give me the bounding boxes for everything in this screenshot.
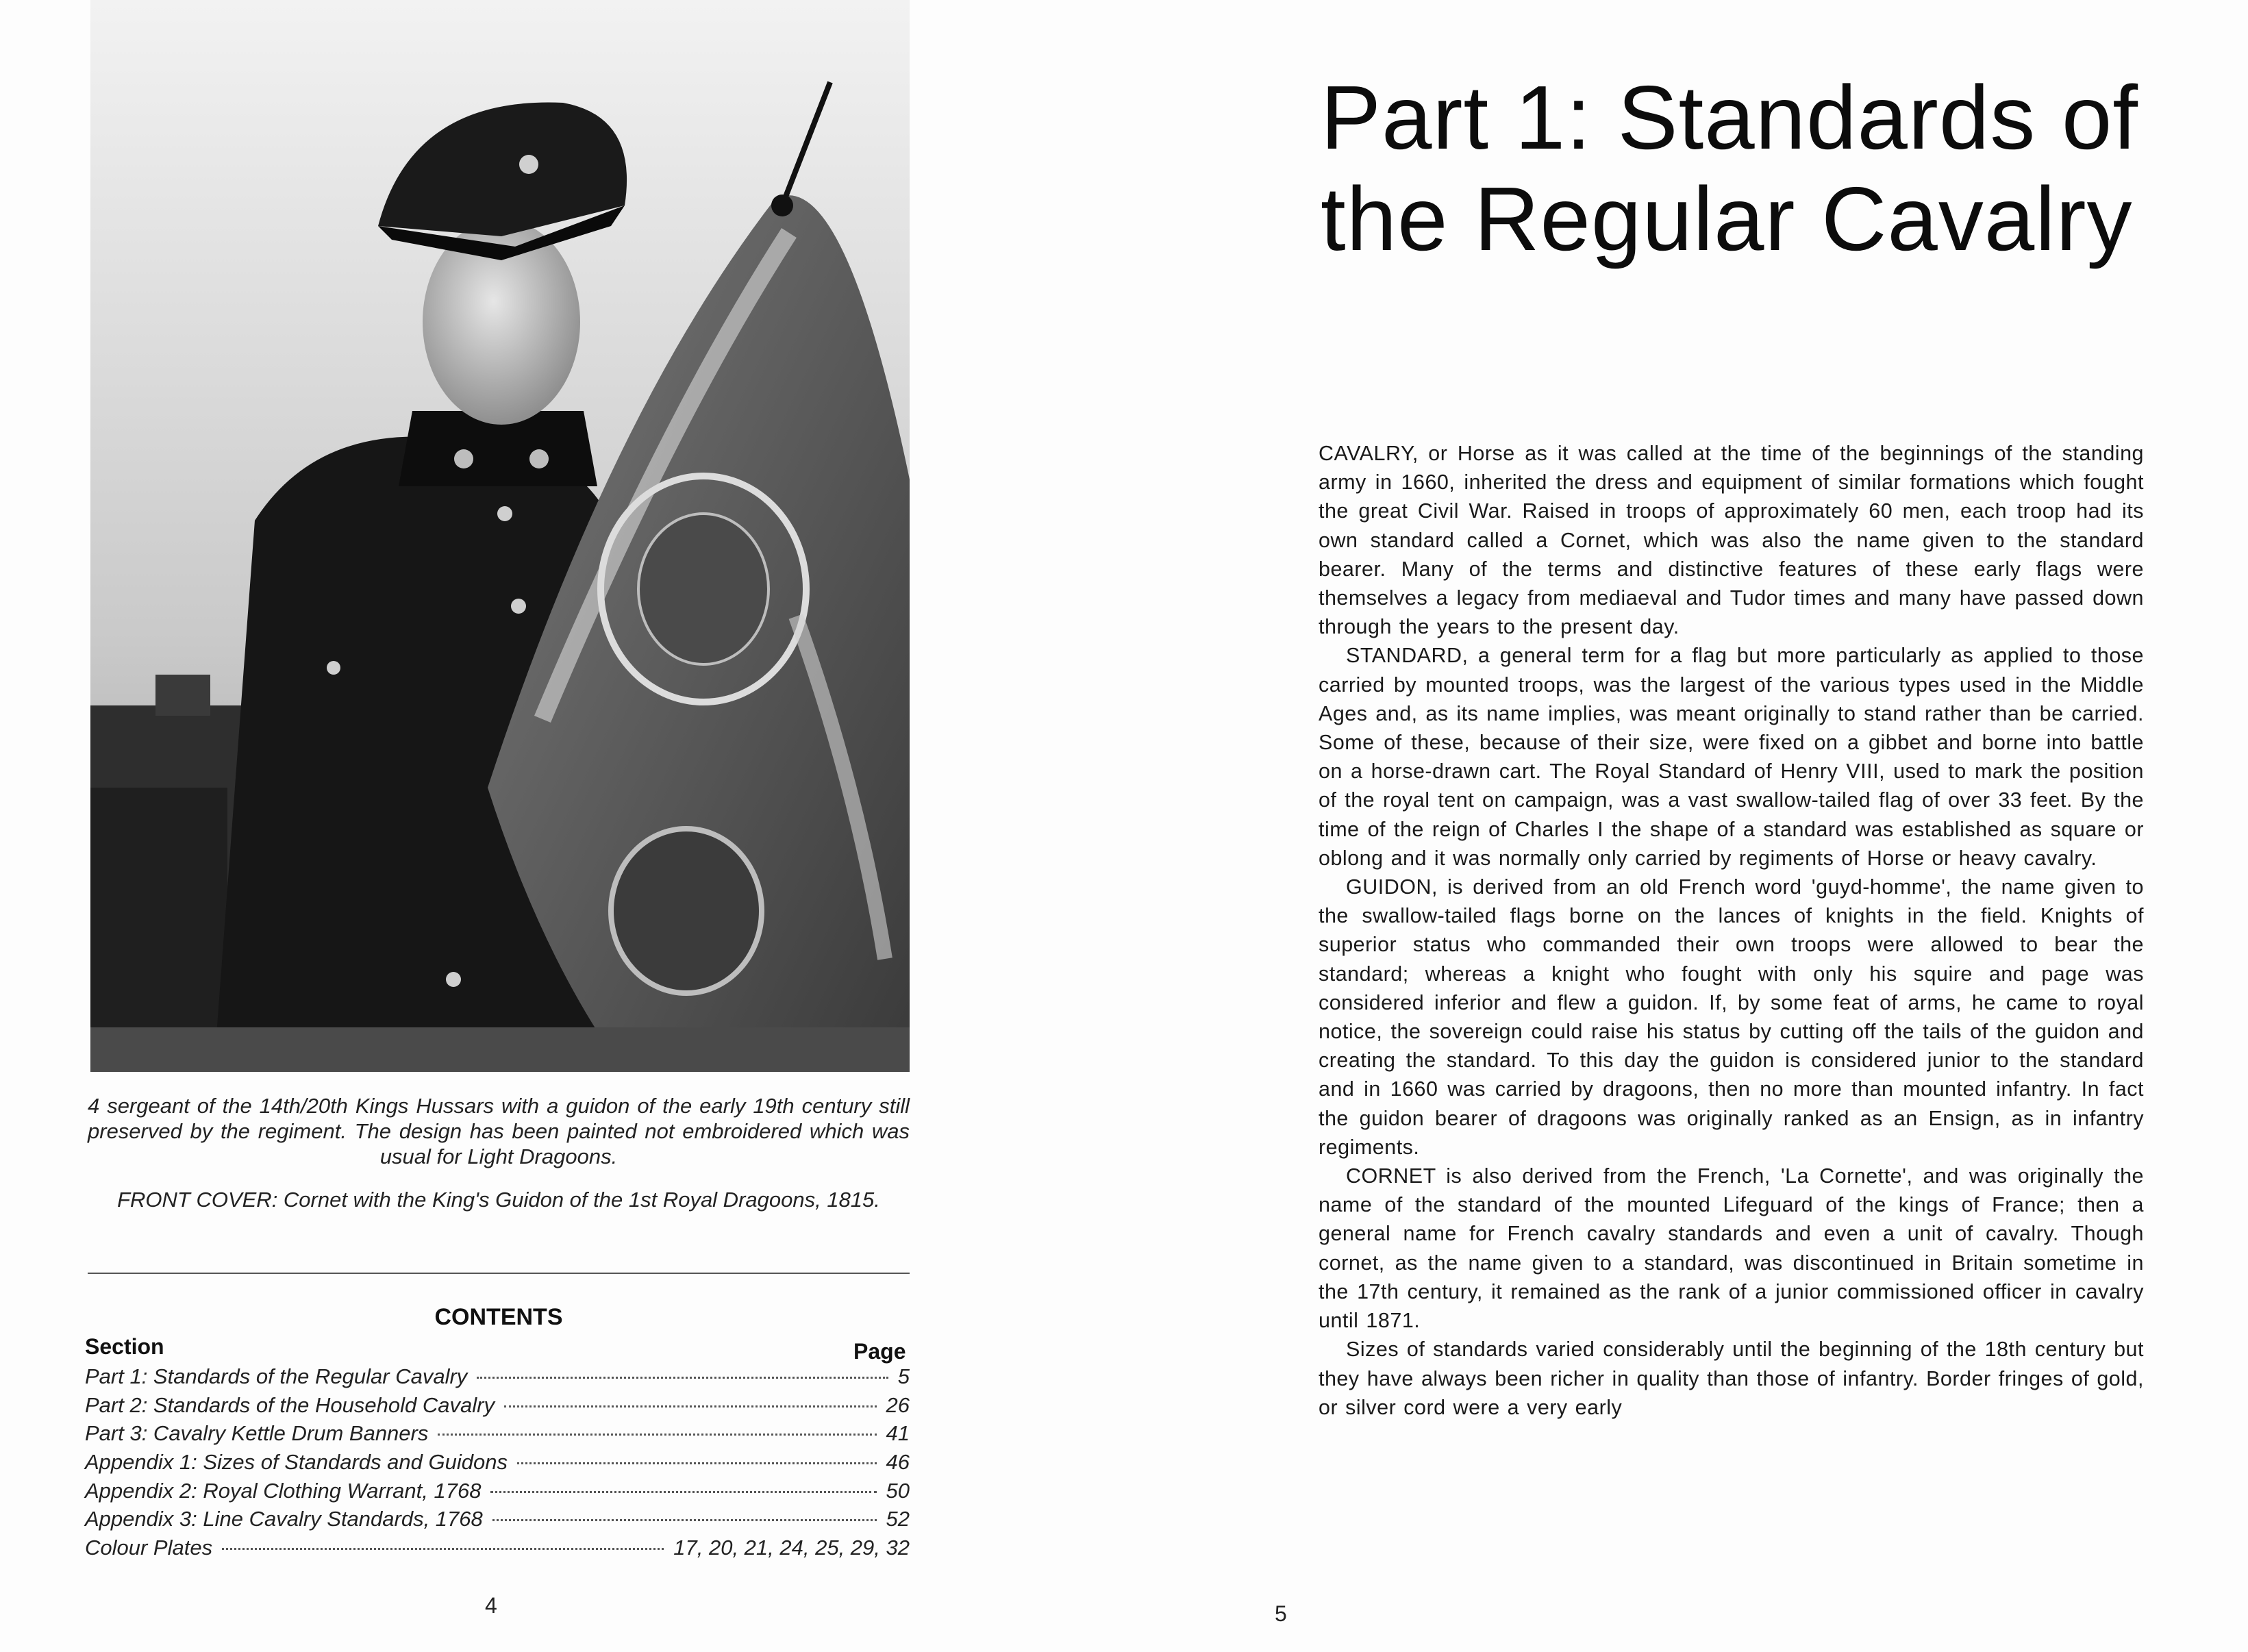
contents-item-page: 41 <box>886 1421 910 1446</box>
photo-caption: 4 sergeant of the 14th/20th Kings Hussars with a guidon of the early 19th century still preserved by the regiment. The design has been painted not embroidered which was usual for Light Dragoons. <box>88 1094 910 1168</box>
paragraph: Sizes of standards varied considerably until the beginning of the 18th century but they have always been richer in quality than those of infantry. Border fringes of gold, or silver cord were a very early <box>1319 1338 2144 1419</box>
leader-dots <box>504 1405 877 1407</box>
leader-dots <box>477 1377 888 1379</box>
paragraph: GUIDON, is derived from an old French word 'guyd-homme', the name given to the swallow-tailed flags borne on the lances of knights in the field. Knights of superior status who commanded their own troops were allowed to bear the standard; whereas a knight who fought with only his squire and page was considered inferior and flew a guidon. If, by some feat of arms, he came to royal notice, the sovereign could raise his status by cutting off the tails of the guidon and creating the standard. To this day the guidon is considered junior to the standard and in 1660 was carried by dragoons, then no more than mounted infantry. In fact the guidon bearer of dragoons was originally ranked as an Ensign, as in infantry regiments. <box>1319 875 2144 1159</box>
contents-item-page: 5 <box>897 1364 910 1388</box>
contents-item-page: 26 <box>886 1392 910 1417</box>
body-text <box>1319 439 2144 1422</box>
sergeant-guidon-photo <box>90 0 910 1072</box>
front-cover-caption: FRONT COVER: Cornet with the King's Guidon of the 1st Royal Dragoons, 1815. <box>117 1188 880 1212</box>
section-header: Section <box>85 1334 164 1359</box>
paragraph: CAVALRY, or Horse as it was called at the time of the beginnings of the standing army in 1660, inherited the dress and equipment of similar formations which fought the great Civil War. Raised in troops of approximately 60 men, each troop had its own standard called a Cornet, which was also the name given to the standard bearer. Many of the terms and distinctive features of these early flags were themselves a legacy from mediaeval and Tudor times and many have passed down through the years to the present day. <box>1319 442 2144 639</box>
contents-item-label: Appendix 1: Sizes of Standards and Guidons <box>85 1450 508 1475</box>
contents-item-label: Part 2: Standards of the Household Cavalry <box>85 1392 495 1417</box>
contents-item <box>85 1393 910 1422</box>
paragraph: STANDARD, a general term for a flag but more particularly as applied to those carried by mounted troops, was the largest of the various types used in the Middle Ages and, as its name implies, was meant originally to stand rather than be carried. Some of these, because of their size, were fixed on a gibbet and borne into battle on a horse-drawn cart. The Royal Standard of Henry VIII, used to mark the position of the royal tent on campaign, was a vast swallow-tailed flag of over 33 feet. By the time of the reign of Charles I the shape of a standard was established as square or oblong and it was normally only carried by regiments of Horse or heavy cavalry. <box>1319 644 2144 870</box>
contents-item-label: Part 1: Standards of the Regular Cavalry <box>85 1364 468 1388</box>
contents-item <box>85 1479 910 1507</box>
leader-dots <box>438 1434 876 1436</box>
contents-item <box>85 1450 910 1479</box>
contents-item <box>85 1364 910 1393</box>
contents-item <box>85 1421 910 1450</box>
contents-item-page: 50 <box>886 1478 910 1503</box>
contents-item-label: Part 3: Cavalry Kettle Drum Banners <box>85 1421 429 1446</box>
leader-dots <box>490 1491 876 1493</box>
photo-of-sergeant-with-guidon-icon <box>90 0 910 1072</box>
page-number: 5 <box>1275 1601 1287 1626</box>
contents-item-page: 46 <box>886 1450 910 1475</box>
contents-item <box>85 1507 910 1536</box>
leader-dots <box>222 1548 664 1550</box>
page-header: Page <box>853 1339 906 1364</box>
contents-title: CONTENTS <box>434 1304 563 1330</box>
contents-list <box>85 1364 910 1564</box>
contents-item-label: Appendix 3: Line Cavalry Standards, 1768 <box>85 1507 483 1531</box>
leader-dots <box>517 1462 877 1464</box>
contents-item <box>85 1536 910 1564</box>
page-number: 4 <box>485 1593 497 1618</box>
leader-dots <box>492 1519 877 1521</box>
contents-item-page: 52 <box>886 1507 910 1531</box>
contents-item-label: Appendix 2: Royal Clothing Warrant, 1768 <box>85 1478 482 1503</box>
paragraph: CORNET is also derived from the French, 'La Cornette', and was originally the name of the standard of the mounted Lifeguard of the kings of France; then a general name for French cavalry standards and even a unit of cavalry. Though cornet, as the name given to a standard, was discontinued in Britain sometime in the 17th century, it remained as the rank of a junior commissioned officer in cavalry until 1871. <box>1319 1164 2144 1333</box>
divider <box>88 1273 910 1274</box>
contents-item-label: Colour Plates <box>85 1536 213 1560</box>
chapter-title: Part 1: Standards of the Regular Cavalry <box>1321 67 2139 269</box>
contents-item-page: 17, 20, 21, 24, 25, 29, 32 <box>673 1536 910 1560</box>
